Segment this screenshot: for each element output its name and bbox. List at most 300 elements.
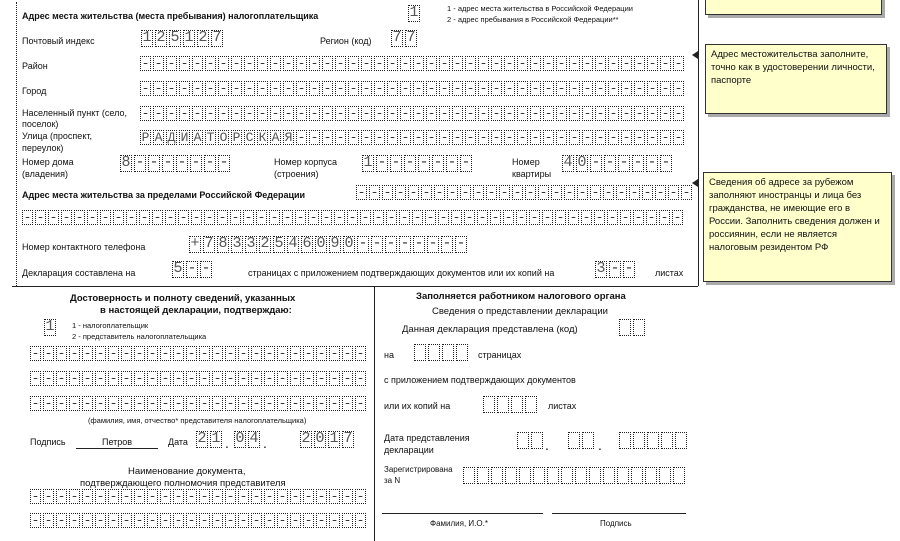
char-cell[interactable] (179, 56, 190, 71)
char-cell[interactable] (400, 130, 411, 145)
char-cell[interactable] (238, 371, 249, 386)
char-cell[interactable]: 7 (212, 29, 222, 46)
char-cell[interactable] (568, 210, 579, 225)
char-cell[interactable] (204, 155, 216, 172)
char-cell[interactable] (390, 155, 402, 172)
char-cell[interactable] (404, 155, 416, 172)
char-cell[interactable] (505, 467, 517, 484)
char-cell[interactable]: 0 (315, 430, 325, 447)
char-cell[interactable]: 8 (121, 154, 131, 171)
char-cell[interactable] (173, 346, 184, 361)
char-cell[interactable] (316, 346, 327, 361)
char-cell[interactable] (374, 56, 385, 71)
char-cell[interactable] (400, 56, 411, 71)
char-cell[interactable] (303, 513, 314, 528)
postal-code-field[interactable] (141, 30, 225, 47)
char-cell[interactable] (308, 210, 319, 225)
char-cell[interactable] (309, 56, 320, 71)
char-cell[interactable] (296, 106, 307, 121)
char-cell[interactable] (621, 81, 632, 96)
char-cell[interactable] (264, 371, 275, 386)
char-cell[interactable] (465, 106, 476, 121)
char-cell[interactable] (413, 81, 424, 96)
char-cell[interactable] (218, 81, 229, 96)
char-cell[interactable] (647, 106, 658, 121)
char-cell[interactable] (355, 489, 366, 504)
char-cell[interactable] (660, 130, 671, 145)
char-cell[interactable] (478, 56, 489, 71)
char-cell[interactable] (582, 432, 594, 449)
char-cell[interactable] (329, 489, 340, 504)
char-cell[interactable] (439, 130, 450, 145)
char-cell[interactable]: Д (167, 130, 176, 145)
char-cell[interactable] (322, 56, 333, 71)
char-cell[interactable] (238, 489, 249, 504)
char-cell[interactable] (623, 261, 635, 278)
char-cell[interactable] (421, 185, 432, 200)
char-cell[interactable] (296, 81, 307, 96)
char-cell[interactable] (108, 371, 119, 386)
char-cell[interactable] (400, 106, 411, 121)
char-cell[interactable] (356, 185, 367, 200)
date-year-field[interactable] (300, 431, 356, 448)
received-sheets-field[interactable] (483, 396, 539, 413)
char-cell[interactable] (456, 344, 468, 361)
char-cell[interactable] (30, 346, 41, 361)
char-cell[interactable]: Р (232, 130, 241, 145)
char-cell[interactable]: 5 (274, 235, 284, 252)
char-cell[interactable] (491, 130, 502, 145)
authority-document-field-2[interactable] (30, 513, 368, 528)
char-cell[interactable] (382, 185, 393, 200)
char-cell[interactable] (617, 467, 629, 484)
char-cell[interactable] (427, 236, 439, 253)
char-cell[interactable] (257, 106, 268, 121)
char-cell[interactable] (491, 467, 503, 484)
char-cell[interactable] (439, 56, 450, 71)
char-cell[interactable] (619, 432, 631, 449)
char-cell[interactable] (225, 371, 236, 386)
char-cell[interactable] (82, 346, 93, 361)
char-cell[interactable] (589, 467, 601, 484)
char-cell[interactable] (56, 489, 67, 504)
char-cell[interactable] (231, 106, 242, 121)
char-cell[interactable]: 0 (577, 154, 587, 171)
char-cell[interactable] (428, 344, 440, 361)
char-cell[interactable] (30, 396, 41, 411)
apartment-number-field[interactable] (562, 155, 674, 172)
char-cell[interactable] (529, 210, 540, 225)
char-cell[interactable] (577, 185, 588, 200)
address-type-cell[interactable]: 1 (409, 4, 419, 21)
char-cell[interactable] (408, 185, 419, 200)
char-cell[interactable] (439, 106, 450, 121)
foreign-address-field-2[interactable] (22, 210, 685, 225)
char-cell[interactable] (56, 371, 67, 386)
char-cell[interactable] (30, 371, 41, 386)
char-cell[interactable]: А (193, 130, 202, 145)
char-cell[interactable] (645, 467, 657, 484)
char-cell[interactable] (569, 81, 580, 96)
char-cell[interactable] (153, 56, 164, 71)
char-cell[interactable] (512, 185, 523, 200)
char-cell[interactable] (283, 56, 294, 71)
char-cell[interactable] (270, 81, 281, 96)
pages-count-field[interactable] (172, 261, 214, 278)
submission-year-field[interactable] (619, 432, 689, 449)
char-cell[interactable]: 7 (343, 430, 353, 447)
char-cell[interactable] (153, 81, 164, 96)
house-number-field[interactable] (120, 155, 232, 172)
char-cell[interactable]: А (271, 130, 280, 145)
char-cell[interactable] (681, 185, 692, 200)
char-cell[interactable]: 8 (218, 235, 228, 252)
char-cell[interactable] (264, 513, 275, 528)
char-cell[interactable] (590, 155, 602, 172)
char-cell[interactable] (43, 513, 54, 528)
char-cell[interactable] (205, 81, 216, 96)
char-cell[interactable] (225, 489, 236, 504)
date-day-field[interactable] (196, 431, 224, 448)
char-cell[interactable] (82, 396, 93, 411)
char-cell[interactable] (581, 210, 592, 225)
char-cell[interactable] (452, 81, 463, 96)
char-cell[interactable] (303, 396, 314, 411)
char-cell[interactable] (357, 236, 369, 253)
confirm-type-field[interactable] (44, 319, 58, 336)
char-cell[interactable] (634, 81, 645, 96)
char-cell[interactable] (244, 56, 255, 71)
char-cell[interactable] (619, 319, 631, 336)
char-cell[interactable] (361, 106, 372, 121)
char-cell[interactable] (646, 155, 658, 172)
char-cell[interactable] (199, 396, 210, 411)
char-cell[interactable] (256, 210, 267, 225)
char-cell[interactable] (61, 210, 72, 225)
char-cell[interactable] (556, 81, 567, 96)
char-cell[interactable] (672, 210, 683, 225)
char-cell[interactable] (147, 513, 158, 528)
char-cell[interactable] (95, 396, 106, 411)
char-cell[interactable] (569, 56, 580, 71)
char-cell[interactable] (277, 513, 288, 528)
char-cell[interactable] (282, 210, 293, 225)
char-cell[interactable] (290, 489, 301, 504)
char-cell[interactable] (121, 371, 132, 386)
char-cell[interactable] (121, 489, 132, 504)
char-cell[interactable] (140, 81, 151, 96)
char-cell[interactable] (347, 210, 358, 225)
char-cell[interactable] (100, 210, 111, 225)
char-cell[interactable] (152, 210, 163, 225)
char-cell[interactable] (230, 210, 241, 225)
char-cell[interactable] (582, 106, 593, 121)
char-cell[interactable] (575, 467, 587, 484)
char-cell[interactable] (673, 130, 684, 145)
char-cell[interactable] (668, 185, 679, 200)
char-cell[interactable] (647, 56, 658, 71)
char-cell[interactable]: 0 (316, 235, 326, 252)
char-cell[interactable] (361, 130, 372, 145)
char-cell[interactable] (186, 346, 197, 361)
char-cell[interactable] (295, 210, 306, 225)
char-cell[interactable] (277, 396, 288, 411)
char-cell[interactable] (231, 56, 242, 71)
char-cell[interactable] (543, 56, 554, 71)
char-cell[interactable] (30, 513, 41, 528)
char-cell[interactable] (121, 513, 132, 528)
char-cell[interactable] (178, 210, 189, 225)
char-cell[interactable] (199, 513, 210, 528)
char-cell[interactable] (504, 130, 515, 145)
char-cell[interactable]: 2 (301, 430, 311, 447)
char-cell[interactable] (139, 210, 150, 225)
char-cell[interactable] (412, 210, 423, 225)
char-cell[interactable] (200, 261, 212, 278)
char-cell[interactable] (491, 81, 502, 96)
char-cell[interactable] (564, 185, 575, 200)
char-cell[interactable] (95, 346, 106, 361)
char-cell[interactable]: Р (141, 130, 150, 145)
char-cell[interactable] (303, 489, 314, 504)
char-cell[interactable] (655, 185, 666, 200)
char-cell[interactable] (82, 371, 93, 386)
char-cell[interactable] (334, 210, 345, 225)
char-cell[interactable] (673, 467, 685, 484)
char-cell[interactable] (173, 396, 184, 411)
char-cell[interactable]: Т (206, 130, 215, 145)
char-cell[interactable] (400, 81, 411, 96)
char-cell[interactable]: 1 (142, 29, 152, 46)
representative-name-field-2[interactable] (30, 371, 368, 386)
char-cell[interactable] (530, 56, 541, 71)
phone-field[interactable] (189, 236, 469, 253)
char-cell[interactable] (595, 130, 606, 145)
char-cell[interactable] (238, 396, 249, 411)
char-cell[interactable] (478, 130, 489, 145)
char-cell[interactable] (434, 185, 445, 200)
char-cell[interactable] (451, 210, 462, 225)
char-cell[interactable] (632, 155, 644, 172)
char-cell[interactable] (348, 56, 359, 71)
char-cell[interactable] (322, 81, 333, 96)
char-cell[interactable] (595, 106, 606, 121)
char-cell[interactable] (176, 155, 188, 172)
char-cell[interactable] (432, 155, 444, 172)
char-cell[interactable] (413, 56, 424, 71)
char-cell[interactable] (530, 81, 541, 96)
char-cell[interactable] (582, 56, 593, 71)
char-cell[interactable] (533, 467, 545, 484)
char-cell[interactable] (199, 346, 210, 361)
char-cell[interactable] (218, 56, 229, 71)
char-cell[interactable]: О (219, 130, 228, 145)
char-cell[interactable] (525, 185, 536, 200)
char-cell[interactable] (604, 155, 616, 172)
char-cell[interactable]: 7 (392, 29, 402, 46)
char-cell[interactable]: 2 (197, 430, 207, 447)
char-cell[interactable] (212, 513, 223, 528)
char-cell[interactable] (186, 371, 197, 386)
char-cell[interactable] (660, 56, 671, 71)
char-cell[interactable]: 0 (235, 430, 245, 447)
char-cell[interactable] (659, 467, 671, 484)
char-cell[interactable] (503, 210, 514, 225)
char-cell[interactable] (126, 210, 137, 225)
region-code-field[interactable] (391, 30, 419, 47)
char-cell[interactable] (147, 371, 158, 386)
char-cell[interactable]: И (180, 130, 189, 145)
char-cell[interactable] (621, 106, 632, 121)
char-cell[interactable] (147, 396, 158, 411)
char-cell[interactable] (374, 81, 385, 96)
char-cell[interactable] (516, 210, 527, 225)
char-cell[interactable] (594, 210, 605, 225)
locality-field[interactable] (140, 106, 686, 121)
char-cell[interactable] (675, 432, 687, 449)
char-cell[interactable] (490, 210, 501, 225)
char-cell[interactable] (218, 155, 230, 172)
char-cell[interactable] (95, 489, 106, 504)
char-cell[interactable] (426, 106, 437, 121)
received-pages-field[interactable] (414, 344, 470, 361)
char-cell[interactable] (355, 396, 366, 411)
char-cell[interactable] (335, 106, 346, 121)
char-cell[interactable] (447, 185, 458, 200)
char-cell[interactable] (205, 56, 216, 71)
char-cell[interactable] (497, 396, 509, 413)
sheets-count-field[interactable] (595, 261, 637, 278)
char-cell[interactable] (251, 346, 262, 361)
char-cell[interactable] (486, 185, 497, 200)
char-cell[interactable] (590, 185, 601, 200)
char-cell[interactable] (43, 346, 54, 361)
char-cell[interactable] (43, 396, 54, 411)
char-cell[interactable] (555, 210, 566, 225)
char-cell[interactable] (335, 56, 346, 71)
char-cell[interactable]: 3 (232, 235, 242, 252)
char-cell[interactable] (186, 513, 197, 528)
char-cell[interactable] (460, 185, 471, 200)
char-cell[interactable]: 4 (563, 154, 573, 171)
char-cell[interactable] (395, 185, 406, 200)
char-cell[interactable] (270, 106, 281, 121)
char-cell[interactable] (530, 106, 541, 121)
char-cell[interactable] (43, 489, 54, 504)
char-cell[interactable] (74, 210, 85, 225)
char-cell[interactable] (477, 467, 489, 484)
char-cell[interactable] (369, 185, 380, 200)
char-cell[interactable] (348, 81, 359, 96)
char-cell[interactable] (204, 210, 215, 225)
char-cell[interactable]: 5 (173, 260, 183, 277)
char-cell[interactable] (147, 489, 158, 504)
char-cell[interactable] (418, 155, 430, 172)
char-cell[interactable] (251, 396, 262, 411)
char-cell[interactable] (113, 210, 124, 225)
char-cell[interactable] (618, 155, 630, 172)
char-cell[interactable] (179, 81, 190, 96)
char-cell[interactable] (199, 489, 210, 504)
char-cell[interactable] (342, 346, 353, 361)
char-cell[interactable] (166, 56, 177, 71)
char-cell[interactable] (530, 130, 541, 145)
char-cell[interactable] (631, 467, 643, 484)
char-cell[interactable] (121, 346, 132, 361)
char-cell[interactable] (173, 489, 184, 504)
char-cell[interactable] (659, 210, 670, 225)
char-cell[interactable] (134, 513, 145, 528)
char-cell[interactable] (519, 467, 531, 484)
char-cell[interactable] (269, 210, 280, 225)
char-cell[interactable]: 3 (246, 235, 256, 252)
char-cell[interactable] (192, 106, 203, 121)
char-cell[interactable] (608, 106, 619, 121)
char-cell[interactable] (251, 371, 262, 386)
char-cell[interactable] (673, 56, 684, 71)
char-cell[interactable]: 1 (211, 430, 221, 447)
char-cell[interactable]: 4 (288, 235, 298, 252)
char-cell[interactable] (108, 513, 119, 528)
char-cell[interactable] (442, 344, 454, 361)
char-cell[interactable]: А (154, 130, 163, 145)
char-cell[interactable]: 9 (330, 235, 340, 252)
char-cell[interactable]: 2 (260, 235, 270, 252)
char-cell[interactable] (153, 106, 164, 121)
char-cell[interactable]: 0 (344, 235, 354, 252)
char-cell[interactable] (673, 106, 684, 121)
char-cell[interactable] (165, 210, 176, 225)
char-cell[interactable] (355, 346, 366, 361)
char-cell[interactable] (108, 489, 119, 504)
char-cell[interactable] (538, 185, 549, 200)
char-cell[interactable] (191, 210, 202, 225)
char-cell[interactable] (542, 210, 553, 225)
char-cell[interactable] (543, 130, 554, 145)
char-cell[interactable] (634, 106, 645, 121)
char-cell[interactable] (441, 236, 453, 253)
char-cell[interactable] (69, 513, 80, 528)
char-cell[interactable] (147, 346, 158, 361)
char-cell[interactable] (335, 130, 346, 145)
char-cell[interactable] (186, 261, 198, 278)
char-cell[interactable] (212, 489, 223, 504)
char-cell[interactable] (322, 106, 333, 121)
char-cell[interactable] (465, 81, 476, 96)
char-cell[interactable] (264, 489, 275, 504)
char-cell[interactable]: 1 (329, 430, 339, 447)
char-cell[interactable] (238, 513, 249, 528)
char-cell[interactable] (361, 81, 372, 96)
char-cell[interactable]: К (258, 130, 267, 145)
char-cell[interactable] (478, 106, 489, 121)
char-cell[interactable] (309, 81, 320, 96)
char-cell[interactable] (192, 56, 203, 71)
char-cell[interactable] (660, 155, 672, 172)
char-cell[interactable] (22, 210, 33, 225)
char-cell[interactable] (108, 346, 119, 361)
char-cell[interactable] (251, 513, 262, 528)
char-cell[interactable] (48, 210, 59, 225)
char-cell[interactable] (316, 371, 327, 386)
char-cell[interactable] (329, 513, 340, 528)
char-cell[interactable] (296, 130, 307, 145)
char-cell[interactable] (212, 371, 223, 386)
char-cell[interactable] (348, 130, 359, 145)
char-cell[interactable] (483, 396, 495, 413)
char-cell[interactable]: 7 (204, 235, 214, 252)
char-cell[interactable] (455, 236, 467, 253)
